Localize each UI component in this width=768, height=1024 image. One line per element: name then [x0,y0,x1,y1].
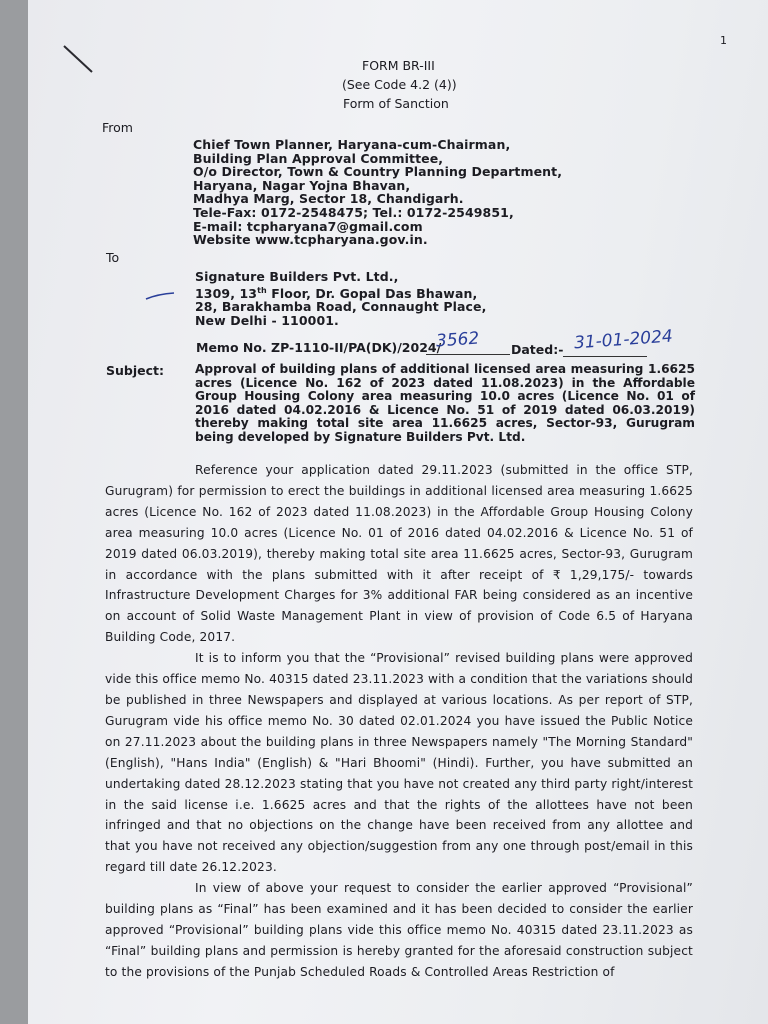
to-address-line: New Delhi - 110001. [195,312,339,328]
memo-prefix: Memo No. ZP-1110-II/PA(DK)/2024/ [196,340,442,355]
to-address-unit: 1309, 13 [195,285,258,301]
to-label: To [106,250,120,265]
to-address-line [195,284,486,301]
page-number: 1 [720,34,727,47]
memo-number-handwritten: 3562 [435,328,480,352]
form-name: Form of Sanction [343,96,449,111]
form-title: FORM BR-III [362,58,435,73]
body-paragraph: It is to inform you that the “Provisional” revised building plans were approved vide this office memo No. 40315 dated 23.11.2023 with a condition that the variations should be published in three Newspapers and displayed at various locations. As per report of STP, Gurugram vide his office memo No. 30 dated 02.01.2024 you have issued the Public Notice on 27.11.2023 about the building plans in three Newspapers namely "The Morning Standard" (English), "Hans India" (English) & "Hari Bhoomi" (Hindi). Further, you have submitted an undertaking dated 28.12.2023 stating that you have not created any third party right/interest in the said license i.e. 1.6625 acres and that the rights of the allottees have not been infringed and that no objections on the change have been received from any allottee and that you have not received any objection/suggestion from any one through post/email in this regard till date 26.12.2023. [105,651,693,875]
document-page [28,0,768,1024]
from-label: From [102,120,133,135]
ordinal-suffix: th [257,285,267,295]
dated-label: Dated:- [511,342,564,357]
subject-text: Approval of building plans of additional licensed area measuring 1.6625 acres (Licence No. 162 of 2023 dated 11.08.2023) in the Affordable Group Housing Colony area measuring 10.0 acres (Licence No. 01 of 2016 dated 04.02.2016 & Licence No. 51 of 2019 dated 06.03.2019) thereby making total site area 11.6625 acres, Sector-93, Gurugram being developed by Signature Builders Pvt. Ltd. [195,362,695,444]
from-address-line: Website www.tcpharyana.gov.in. [193,232,428,248]
from-address-line: Tele-Fax: 0172-2548475; Tel.: 0172-2549851, [193,204,514,220]
from-address-line: Building Plan Approval Committee, [193,150,444,166]
body-paragraph: Reference your application dated 29.11.2023 (submitted in the office STP, Gurugram) for permission to erect the buildings in additional licensed area measuring 1.6625 acres (Licence No. 162 of 2023 dated 11.08.2023) in the Affordable Group Housing Colony area measuring 10.0 acres (Licence No. 01 of 2016 dated 04.02.2016 & Licence No. 51 of 2019 dated 06.03.2019), thereby making total site area 11.6625 acres, Sector-93, Gurugram in accordance with the plans submitted with it after receipt of ₹ 1,29,175/- towards Infrastructure Development Charges for 3% additional FAR being considered as an incentive on account of Solid Waste Management Plant in view of provision of Code 6.5 of Haryana Building Code, 2017. [105,463,693,645]
to-address-line: Signature Builders Pvt. Ltd., [195,269,399,284]
subject-label: Subject: [106,363,164,378]
letter-body [105,460,693,983]
from-address [193,138,562,247]
code-reference: (See Code 4.2 (4)) [342,77,457,92]
to-address-line: 28, Barakhamba Road, Connaught Place, [195,299,487,315]
to-address [195,270,486,328]
memo-number-underline [426,354,510,355]
body-paragraph: In view of above your request to consider the earlier approved “Provisional” building plans as “Final” has been examined and it has been decided to consider the earlier approved “Provisional” building plans vide this office memo No. 40315 dated 23.11.2023 as “Final” building plans and permission is hereby granted for the aforesaid construction subject to the provisions of the Punjab Scheduled Roads & Controlled Areas Restriction of [105,881,693,979]
date-underline [563,356,647,357]
from-address-line: E-mail: tcpharyana7@gmail.com [193,218,423,234]
pen-mark [58,40,98,80]
to-address-building: Floor, Dr. Gopal Das Bhawan, [266,285,478,301]
from-address-line: Chief Town Planner, Haryana-cum-Chairman, [193,137,511,152]
from-address-line: Haryana, Nagar Yojna Bhavan, [193,177,411,193]
from-address-line: O/o Director, Town & Country Planning Department, [193,164,563,180]
from-address-line: Madhya Marg, Sector 18, Chandigarh. [193,191,464,207]
tick-mark [144,290,178,304]
date-handwritten: 31-01-2024 [573,326,674,354]
